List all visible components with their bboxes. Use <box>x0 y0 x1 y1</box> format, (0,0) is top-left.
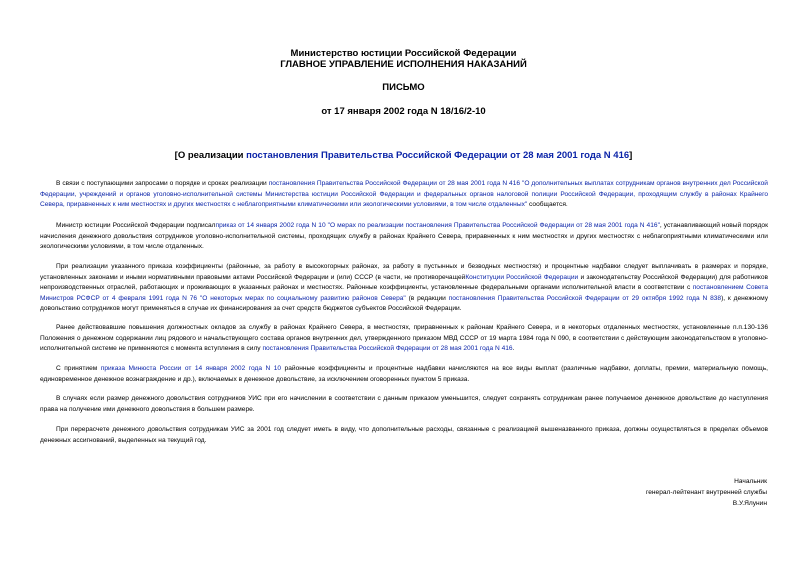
constitution-link[interactable]: Конституции Российской Федерации <box>465 273 579 281</box>
department-name: ГЛАВНОЕ УПРАВЛЕНИЕ ИСПОЛНЕНИЯ НАКАЗАНИЙ <box>280 59 527 70</box>
paragraph-text: (в редакции <box>405 294 449 302</box>
signatory-rank: генерал-лейтенант внутренней службы <box>645 488 767 496</box>
paragraph-text: . <box>512 345 515 353</box>
council-resolution-76-link[interactable]: постановлением Совета Министров РСФСР от 4 февраля 1991 года N 76 "О некоторых мерах по социальному развитию районов Севера" <box>40 284 768 302</box>
paragraph-3 <box>40 262 768 315</box>
minjust-order-10-link[interactable]: приказа Минюста России от 14 января 2002 года N 10 <box>100 365 282 372</box>
title-resolution-link[interactable]: постановления Правительства Российской Федерации от 28 мая 2001 года N 416 <box>246 150 630 161</box>
order-10-link[interactable]: приказ от 14 января 2002 года N 10 "О мерах по реализации постановления Правительства Российской Федерации от 28 мая 2001 года N 416" <box>215 222 660 229</box>
paragraph-text: При перерасчете денежного довольствия сотрудникам УИС за 2001 год следует иметь в виду, что дополнительные расходы, связанные с реализацией вышеназванного приказа, должны осуществляться в пределах объемов денежных ассигнований, выделенных на текущий год. <box>40 426 768 444</box>
signatory-position: Начальник <box>734 478 767 485</box>
paragraph-text: Министр юстиции Российской Федерации подписал <box>56 222 216 229</box>
resolution-838-link[interactable]: постановления Правительства Российской Федерации от 29 октября 1992 года N 838 <box>448 294 722 302</box>
paragraph-6 <box>40 394 768 415</box>
paragraph-2 <box>40 221 768 253</box>
paragraph-text: В связи с поступающими запросами о порядке и сроках реализации <box>56 180 269 187</box>
signature-block <box>646 477 767 509</box>
paragraph-7 <box>40 425 768 446</box>
resolution-416-link[interactable]: постановления Правительства Российской Федерации от 28 мая 2001 года N 416 "О дополнительных выплатах сотрудникам органов внутренних дел Российской Федерации, учреждений и органов уголовно-исполнительной системы Министерства юстиции Российской Федерации и федеральных органов налоговой полиции Российской Федерации, проходящим службу в районах Крайнего Севера, приравненных к ним местностях и других местностях с неблагоприятными климатическими или экологическими условиями, в том числе отдаленных" <box>40 180 768 209</box>
paragraph-5 <box>40 364 768 385</box>
title-open-text: [О реализации <box>174 150 247 161</box>
paragraph-text: С принятием <box>56 365 101 372</box>
signatory-name: В.У.Ялунин <box>732 499 767 507</box>
paragraph-text: и законодательству Российской Федерации) для работников непроизводственных отраслей, работающих и проживающих в указанных районах и местностях. Районные коэффициенты, установленные федеральными органами исполнительной власти в соответствии с <box>40 273 769 292</box>
paragraph-1 <box>40 179 768 211</box>
paragraph-text: Ранее действовавшие повышения должностных окладов за службу в районах Крайнего Севера, в местностях, приравненных к районам Крайнего Севера, и в некоторых отдаленных местностях, установленные п.п.130-136 Положения о денежном содержании лиц рядового и начальствующего состава органов внутренних дел, утвержденного приказом МВД СССР от 19 марта 1984 года N 090, в соответствии с действующим законодательством в уголовно-исполнительной системе не применяются с момента вступления в силу <box>40 324 768 353</box>
ministry-name: Министерство юстиции Российской Федерации <box>290 48 517 59</box>
paragraph-4 <box>40 323 768 355</box>
title-close-text: ] <box>629 150 633 161</box>
paragraph-text: сообщается. <box>527 201 568 209</box>
paragraph-text: ), к денежному довольствию сотрудников могут применяться в случае их финансирования за счет средств бюджетов субъектов Российской Федерации. <box>40 294 769 313</box>
document-type: ПИСЬМО <box>382 82 425 93</box>
document-title <box>0 150 807 162</box>
paragraph-text: районные коэффициенты и процентные надбавки начисляются на все виды выплат (различные надбавки, доплаты, премии, материальную помощь, единовременное денежное вознаграждение и др.), включаемых в денежное довольствие, за исключением оговоренных пунктом 5 приказа. <box>40 365 768 383</box>
document-date-number: от 17 января 2002 года N 18/16/2-10 <box>321 106 486 117</box>
resolution-416-link[interactable]: постановления Правительства Российской Федерации от 28 мая 2001 года N 416 <box>262 345 513 353</box>
paragraph-text: При реализации указанного приказа коэффициенты (районные, за работу в высокогорных районах, за работу в пустынных и безводных местностях) и процентные надбавки следует выплачивать в размерах и порядке, установленных законами и иными нормативными правовыми актами Российской Федерации и (или) СССР (в части, не противоречащей <box>40 263 768 281</box>
paragraph-text: В случаях если размер денежного довольствия сотрудников УИС при его начислении в соответствии с данным приказом уменьшится, следует сохранять сотрудникам ранее получаемое денежное довольствие до наступления права на получение ими денежного довольствия в большем размере. <box>40 395 768 413</box>
paragraph-text: , устанавливающий новый порядок начисления денежного довольствия сотрудников уголовно-исполнительной системы, проходящих службу в районах Крайнего Севера, приравненных к ним местностях и других местностях с неблагоприятными климатическими или экологическими условиями, в том числе отдаленных. <box>40 222 768 251</box>
